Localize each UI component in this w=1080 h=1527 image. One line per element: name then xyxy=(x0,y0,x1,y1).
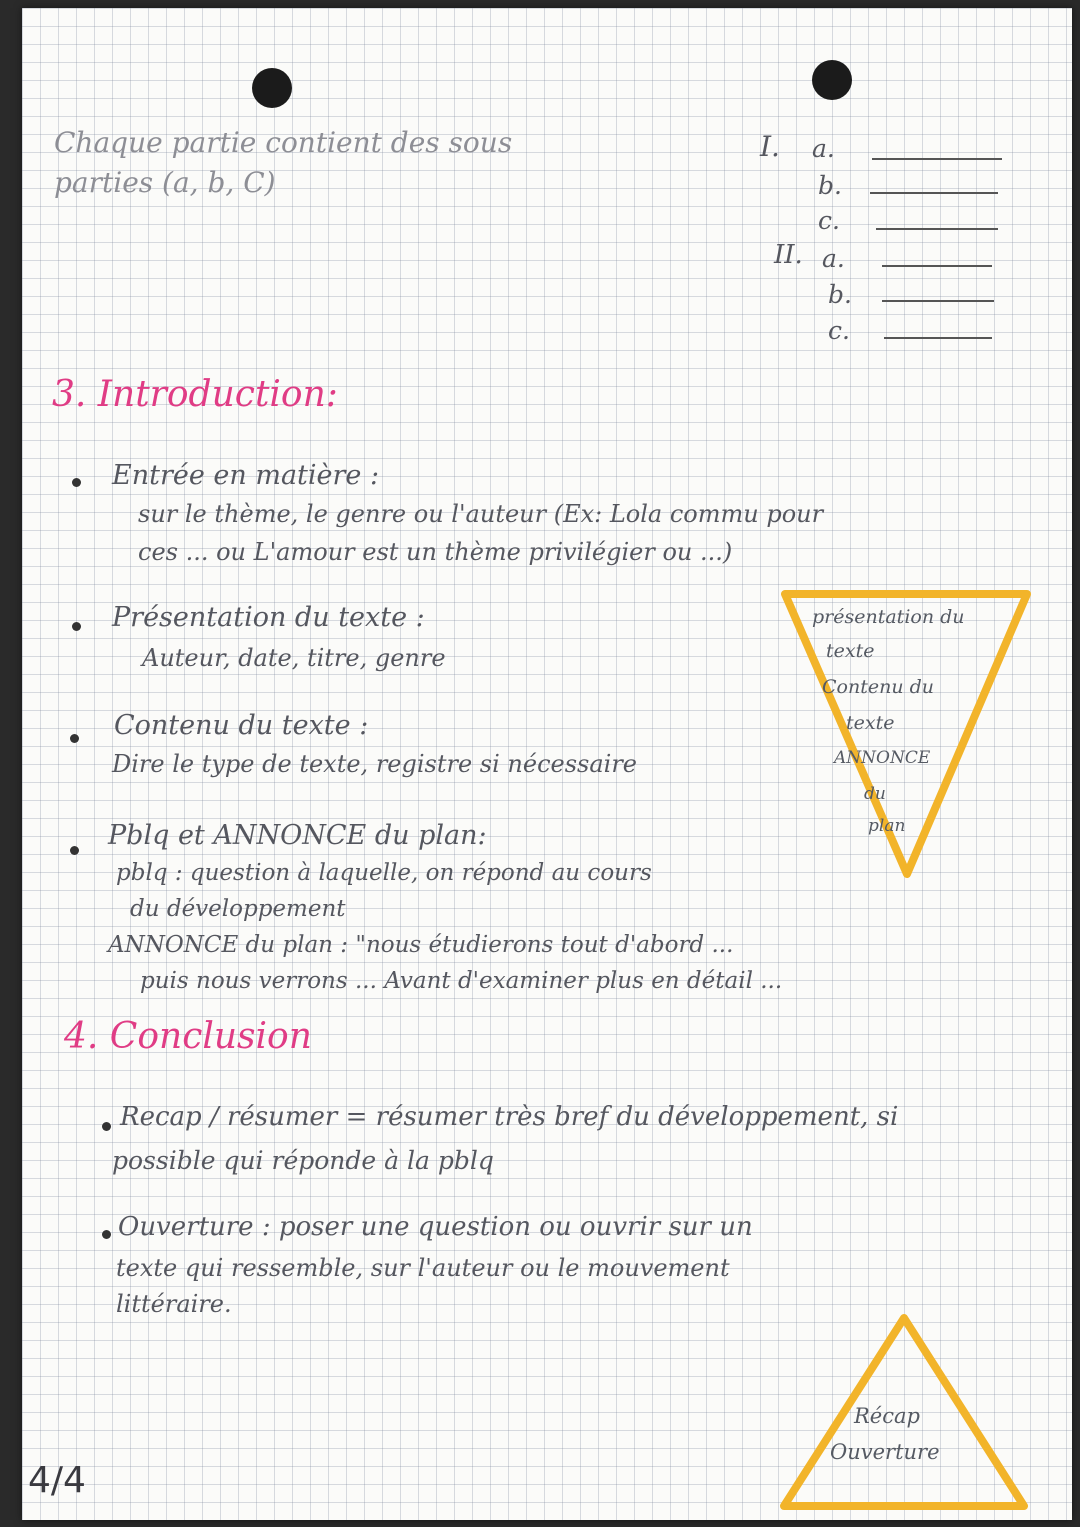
triangle-label: ANNONCE xyxy=(834,748,931,768)
outline-roman-2: II. xyxy=(774,240,803,270)
item-line: Dire le type de texte, registre si nécessaire xyxy=(112,750,638,778)
outline-letter: b. xyxy=(828,280,852,309)
outline-line xyxy=(876,228,998,230)
outline-line xyxy=(872,158,1002,160)
item-heading: Contenu du texte : xyxy=(114,710,369,741)
outline-letter: c. xyxy=(828,316,850,345)
item-line: Recap / résumer = résumer très bref du développement, si xyxy=(120,1102,899,1132)
item-line: littéraire. xyxy=(116,1290,232,1318)
bullet xyxy=(72,622,81,631)
page-number: 4/4 xyxy=(28,1460,86,1501)
item-line: ANNONCE du plan : "nous étudierons tout d'abord ... xyxy=(108,932,734,958)
outline-line xyxy=(882,265,992,267)
item-line: texte qui ressemble, sur l'auteur ou le mouvement xyxy=(116,1254,730,1282)
triangle-label: du xyxy=(864,784,886,804)
item-line: pblq : question à laquelle, on répond au cours xyxy=(116,860,652,886)
triangle-label: texte xyxy=(826,640,875,662)
outline-line xyxy=(884,337,992,339)
section-3-title: 3. Introduction: xyxy=(52,374,338,415)
section-4-title: 4. Conclusion xyxy=(64,1016,312,1057)
outline-line xyxy=(882,300,994,302)
notebook-page xyxy=(22,8,1072,1520)
triangle-label: texte xyxy=(846,712,895,734)
item-line: ces ... ou L'amour est un thème privilégier ou ...) xyxy=(138,538,733,566)
intro-note: Chaque partie contient des sous parties (a, b, C) xyxy=(54,126,513,199)
punch-hole-right xyxy=(812,60,852,100)
outline-letter: c. xyxy=(818,206,840,235)
item-line: Auteur, date, titre, genre xyxy=(142,644,446,672)
bullet xyxy=(70,734,79,743)
funnel-triangle xyxy=(777,586,1037,884)
triangle-label: Ouverture xyxy=(830,1440,940,1464)
item-heading: Présentation du texte : xyxy=(112,602,425,633)
outline-roman-1: I. xyxy=(760,130,780,163)
outline-letter: b. xyxy=(818,171,842,200)
triangle-label: présentation du xyxy=(812,606,965,628)
bullet xyxy=(102,1122,111,1131)
outline-letter: a. xyxy=(822,244,845,273)
item-heading: Pblq et ANNONCE du plan: xyxy=(108,820,487,851)
item-line: puis nous verrons ... Avant d'examiner plus en détail ... xyxy=(140,968,783,994)
outline-line xyxy=(870,192,998,194)
item-heading: Entrée en matière : xyxy=(112,460,380,491)
outline-letter: a. xyxy=(812,134,835,163)
triangle-label: Contenu du xyxy=(822,676,935,698)
item-line: possible qui réponde à la pblq xyxy=(112,1146,494,1175)
bullet xyxy=(72,478,81,487)
bullet xyxy=(102,1230,111,1239)
bullet xyxy=(70,846,79,855)
triangle-label: plan xyxy=(868,816,906,836)
item-line: sur le thème, le genre ou l'auteur (Ex: Lola commu pour xyxy=(138,500,824,528)
item-line: Ouverture : poser une question ou ouvrir sur un xyxy=(118,1212,753,1242)
item-line: du développement xyxy=(130,896,346,922)
punch-hole-left xyxy=(252,68,292,108)
triangle-label: Récap xyxy=(854,1404,920,1428)
